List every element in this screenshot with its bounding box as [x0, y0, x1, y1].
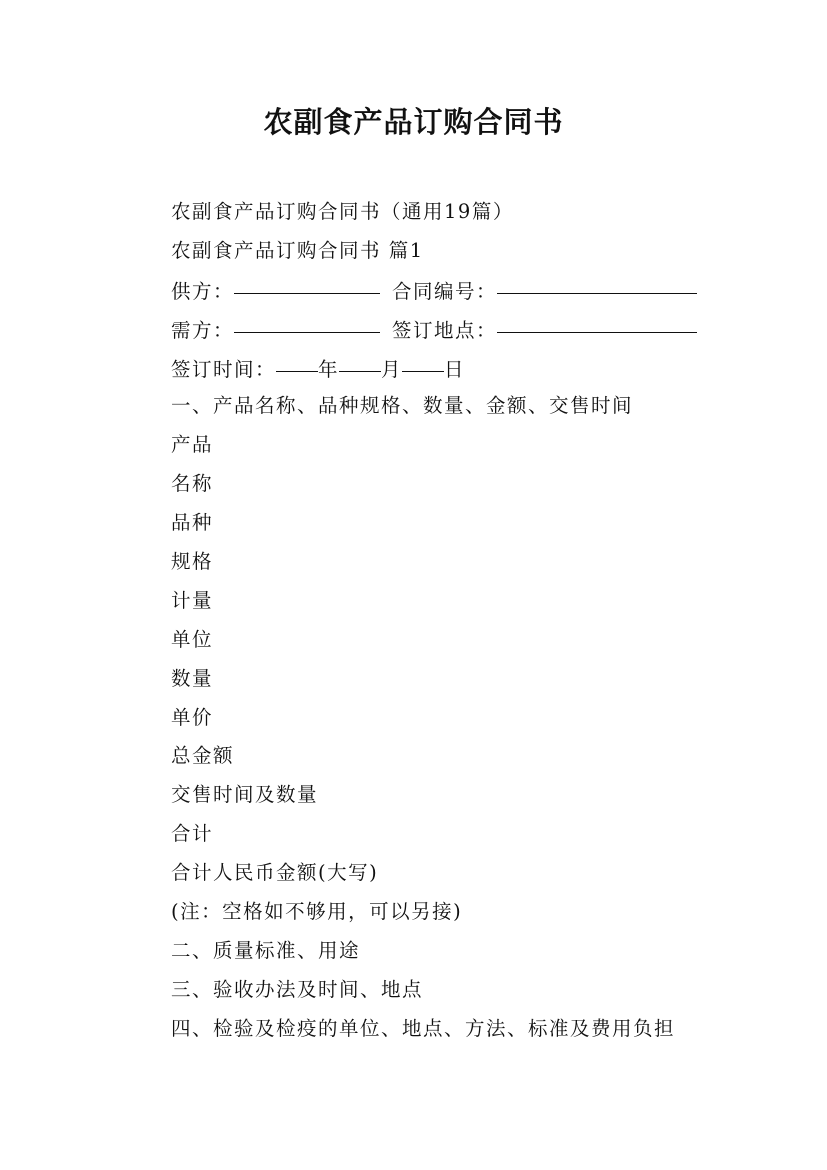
table-field: 合计 — [171, 822, 214, 846]
table-field: 单位 — [171, 627, 214, 651]
supplier-label: 供方： — [171, 279, 235, 303]
supplier-blank — [234, 267, 380, 294]
document-title: 农副食产品订购合同书 — [263, 105, 564, 139]
document-subtitle: 农副食产品订购合同书（通用19篇） — [171, 200, 514, 223]
day-label: 日 — [444, 357, 466, 381]
sign-place-label: 签订地点： — [392, 318, 498, 342]
buyer-blank — [234, 306, 380, 333]
year-label: 年 — [318, 357, 340, 381]
table-field: 总金额 — [171, 744, 235, 768]
table-field: 品种 — [171, 511, 214, 535]
table-field: 产品 — [171, 433, 214, 457]
document-body — [171, 193, 731, 1049]
table-field: 单价 — [171, 705, 214, 729]
month-label: 月 — [381, 357, 403, 381]
table-field: 合计人民币金额(大写) — [171, 861, 379, 885]
year-blank — [276, 345, 318, 372]
sign-place-blank — [497, 306, 697, 333]
buyer-label: 需方： — [171, 318, 235, 342]
clause-3: 三、验收办法及时间、地点 — [171, 977, 424, 1001]
table-field: 交售时间及数量 — [171, 783, 319, 807]
clause-1: 一、产品名称、品种规格、数量、金额、交售时间 — [171, 394, 634, 418]
table-field: 计量 — [171, 588, 214, 612]
table-field: 规格 — [171, 550, 214, 574]
buyer-line — [171, 310, 731, 349]
supplier-line — [171, 271, 731, 310]
contract-no-label: 合同编号： — [392, 279, 498, 303]
section-heading: 农副食产品订购合同书 篇1 — [171, 238, 424, 262]
sign-time-line — [171, 349, 731, 388]
sign-time-label: 签订时间： — [171, 357, 277, 381]
clause-2: 二、质量标准、用途 — [171, 938, 361, 962]
day-blank — [402, 345, 444, 372]
table-note: (注：空格如不够用，可以另接) — [171, 900, 463, 924]
table-field: 名称 — [171, 472, 214, 496]
month-blank — [339, 345, 381, 372]
contract-no-blank — [497, 267, 697, 294]
table-field: 数量 — [171, 666, 214, 690]
clause-4: 四、检验及检疫的单位、地点、方法、标准及费用负担 — [171, 1016, 676, 1040]
